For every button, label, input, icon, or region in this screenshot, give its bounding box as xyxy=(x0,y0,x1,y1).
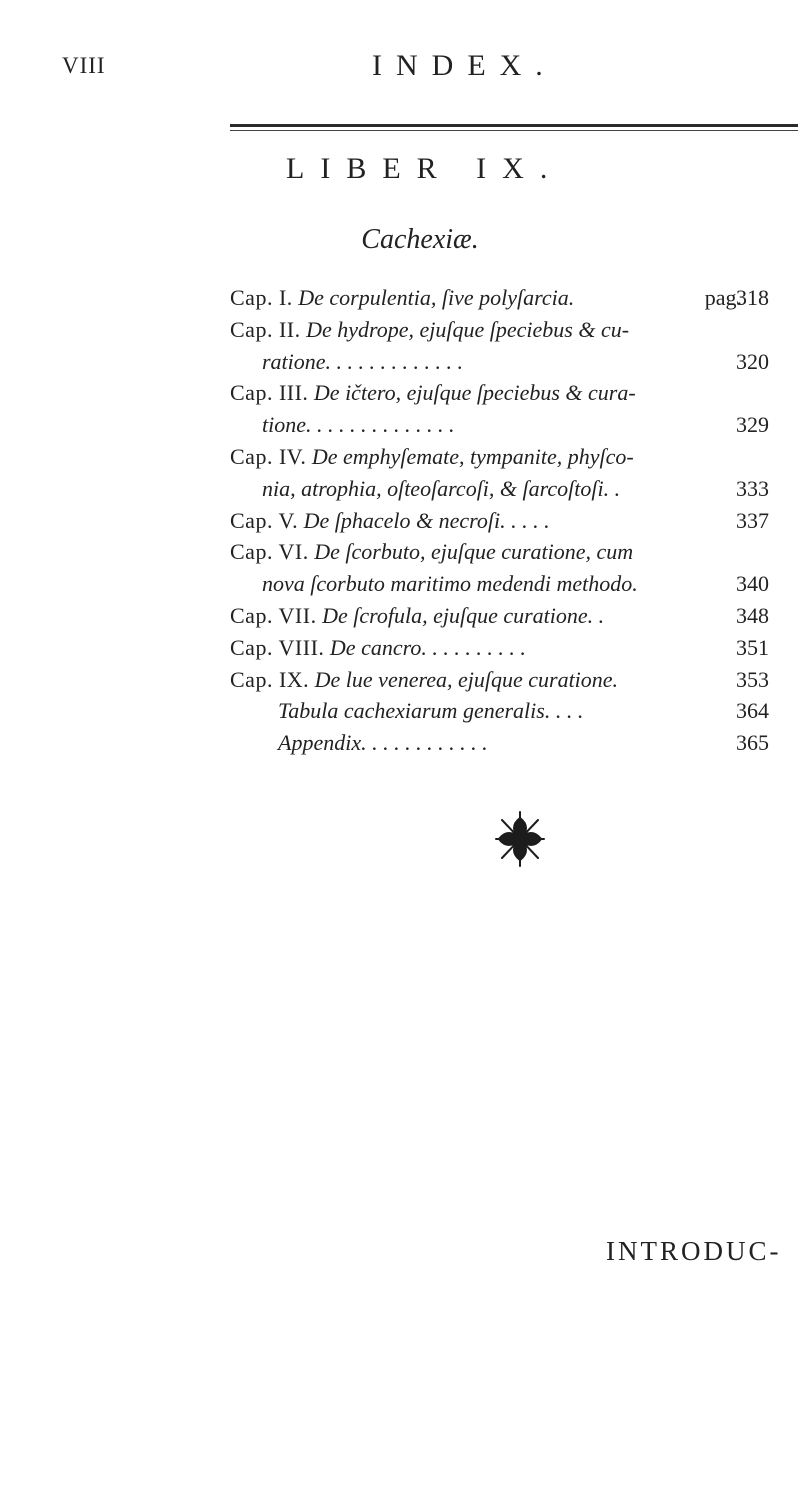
page-number: VIII xyxy=(62,53,106,78)
toc-entry-page: 329 xyxy=(736,412,769,438)
toc-entry-continuation: tione. . . . . . . . . . . . . . xyxy=(262,412,455,438)
toc-entry-title: De emphyſemate, tympanite, phyſco- xyxy=(311,443,634,469)
toc-entry-page: 340 xyxy=(736,571,769,597)
toc-entry-page: 364 xyxy=(736,698,769,724)
toc-entry-title: De cancro. . . . . . . . . . xyxy=(329,634,526,660)
toc-entry-page: 318 xyxy=(736,285,769,310)
toc-entry-cap-6 xyxy=(230,536,790,568)
toc-entry-page: 320 xyxy=(736,348,769,374)
toc-entry-title: De corpulentia, ſive polyſarcia. xyxy=(298,285,575,310)
toc-entry-continuation: nova ſcorbuto maritimo medendi methodo. xyxy=(262,571,638,597)
toc-entry-title: Appendix. . . . . . . . . . . . xyxy=(278,730,488,756)
toc-entry-cap-3-continuation xyxy=(230,409,790,441)
toc-entry-cap-4 xyxy=(230,441,790,473)
toc-entry-cap-5 xyxy=(230,505,790,537)
catchword: INTRODUC- xyxy=(606,1236,782,1266)
toc-entry-title: De ſcrofula, ejuſque curatione. . xyxy=(322,602,605,628)
section-title: Cachexiæ. xyxy=(361,224,479,255)
toc-entry-label: Cap. VI. xyxy=(230,539,309,565)
toc-entry-title: De ičtero, ejuſque ſpeciebus & cura- xyxy=(313,380,636,406)
toc-entry-tabula xyxy=(230,695,790,727)
toc-entry-cap-2-continuation xyxy=(230,346,790,378)
toc-entry-cap-7 xyxy=(230,600,790,632)
toc-entry-page: 353 xyxy=(736,666,769,692)
toc-entry-title: De ſphacelo & necroſi. . . . . xyxy=(303,507,550,533)
toc-entry-cap-3 xyxy=(230,377,790,409)
toc-entry-appendix xyxy=(230,727,790,759)
toc-entry-label: Cap. IX. xyxy=(230,666,310,692)
toc-entry-label: Cap. VII. xyxy=(230,602,317,628)
toc-entry-cap-6-continuation xyxy=(230,568,790,600)
fleuron-ornament-icon xyxy=(490,808,550,870)
running-head: INDEX. xyxy=(372,49,557,82)
header-rule-thick xyxy=(230,124,798,127)
toc-entry-label: Cap. IV. xyxy=(230,443,307,469)
toc-entry-page: 348 xyxy=(736,602,769,628)
toc-entry-page: 365 xyxy=(736,730,769,756)
toc-entry-cap-8 xyxy=(230,632,790,664)
toc-entry-label: Cap. I. xyxy=(230,285,293,310)
toc-entry-page: 333 xyxy=(736,475,769,501)
pag-label: pag. xyxy=(704,285,742,310)
toc-entry-label: Cap. VIII. xyxy=(230,634,325,660)
toc-entry-cap-1 xyxy=(230,282,790,314)
toc-entry-title: Tabula cachexiarum generalis. . . . xyxy=(278,698,584,724)
table-of-contents xyxy=(230,282,790,759)
toc-entry-title: De lue venerea, ejuſque curatione. xyxy=(314,666,619,692)
toc-entry-cap-9 xyxy=(230,664,790,696)
book-title: LIBER IX. xyxy=(286,152,564,185)
toc-entry-label: Cap. V. xyxy=(230,507,299,533)
toc-entry-title: De ſcorbuto, ejuſque curatione, cum xyxy=(314,539,634,565)
header-rule-thin xyxy=(230,130,798,131)
toc-entry-title: De hydrope, ejuſque ſpeciebus & cu- xyxy=(306,316,630,342)
toc-entry-continuation: nia, atrophia, oſteoſarcoſi, & ſarcoſtoſi. . xyxy=(262,475,621,501)
toc-entry-page: 351 xyxy=(736,634,769,660)
toc-entry-label: Cap. III. xyxy=(230,380,309,406)
toc-entry-label: Cap. II. xyxy=(230,316,301,342)
toc-entry-cap-2 xyxy=(230,314,790,346)
toc-entry-continuation: ratione. . . . . . . . . . . . . xyxy=(262,348,464,374)
toc-entry-cap-4-continuation xyxy=(230,473,790,505)
toc-entry-page: 337 xyxy=(736,507,769,533)
